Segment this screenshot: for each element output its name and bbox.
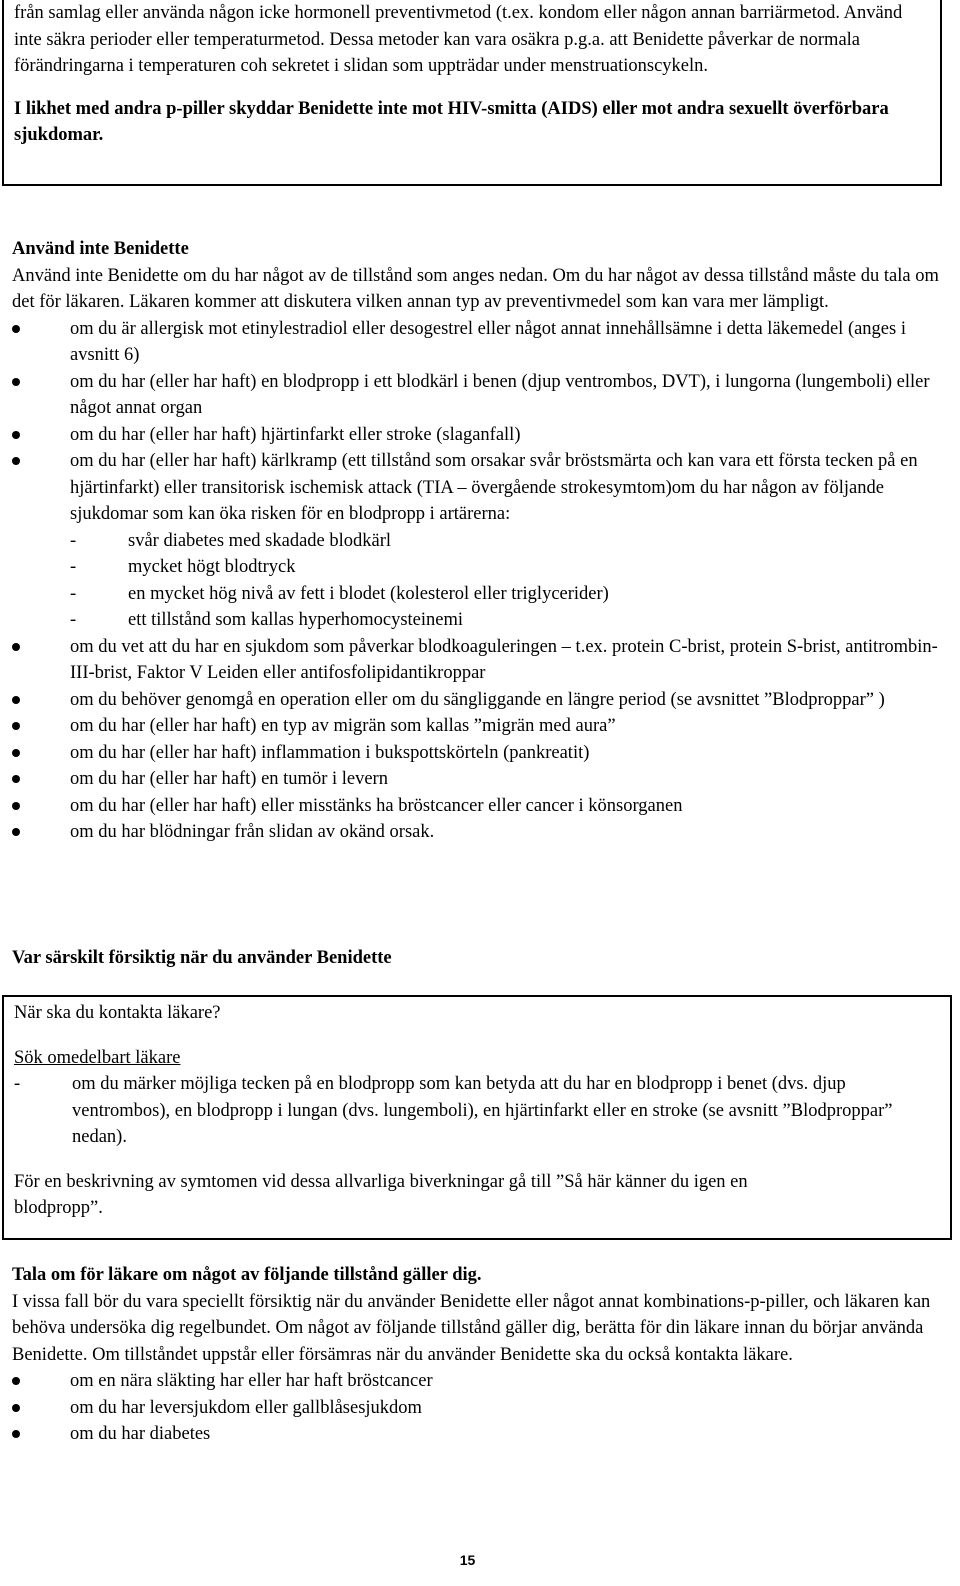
sublist-item: - en mycket hög nivå av fett i blodet (kolesterol eller triglycerider) [70,581,947,608]
list-item: om du har (eller har haft) en blodpropp i ett blodkärl i benen (djup ventrombos, DVT), i lungorna (lungemboli) eller något annat organ [12,369,947,422]
urgent-heading: Sök omedelbart läkare [14,1047,181,1068]
list-item: om du har (eller har haft) en typ av migrän som kallas ”migrän med aura” [12,713,947,740]
tell-doctor-section [12,1262,947,1448]
list-item: om du har (eller har haft) hjärtinfarkt eller stroke (slaganfall) [12,422,947,449]
page-number: 15 [459,1552,476,1568]
list-item: om du har blödningar från slidan av okänd orsak. [12,819,947,846]
contact-box [2,995,952,1240]
urgent-item: - om du märker möjliga tecken på en blodpropp som kan betyda att du har en blodpropp i benet (dvs. djup ventrombos), en blodpropp i lungan (dvs. lungemboli), en hjärtinfarkt eller en stroke (se avsnitt ”Blodproppar” nedan). [14,1071,940,1151]
list-item: om du har (eller har haft) en tumör i levern [12,766,947,793]
sublist-item: - mycket högt blodtryck [70,554,947,581]
sublist-item: - ett tillstånd som kallas hyperhomocysteinemi [70,607,947,634]
contraindications-heading: Använd inte Benidette [12,239,189,259]
contact-question: När ska du kontakta läkare? [14,1003,221,1023]
hiv-warning: I likhet med andra p-piller skyddar Benidette inte mot HIV-smitta (AIDS) eller mot andra sexuellt överförbara sjukdomar. [14,98,889,145]
list-item: om du behöver genomgå en operation eller om du sängliggande en längre period (se avsnittet ”Blodproppar” ) [12,687,947,714]
list-item: om du har (eller har haft) eller misstänks ha bröstcancer eller cancer i könsorganen [12,793,947,820]
artery-risk-sublist [70,528,947,634]
caution-heading: Var särskilt försiktig när du använder Benidette [12,948,392,968]
contraindications-section [12,236,947,846]
list-item: om du har (eller har haft) inflammation i bukspottskörteln (pankreatit) [12,740,947,767]
contraindications-list [12,316,947,846]
tell-doctor-list [12,1368,947,1448]
list-item: om du är allergisk mot etinylestradiol eller desogestrel eller något annat innehållsämne i detta läkemedel (anges i avsnitt 6) [12,316,947,369]
list-item: om du vet att du har en sjukdom som påverkar blodkoaguleringen – t.ex. protein C-brist, protein S-brist, antitrombin-III-brist, Faktor V Leiden eller antifosfolipidantikroppar [12,634,947,687]
contraindications-intro: Använd inte Benidette om du har något av de tillstånd som anges nedan. Om du har något av dessa tillstånd måste du tala om det för läkaren. Läkaren kommer att diskutera vilken annan typ av preventivmedel som kan vara mer lämpligt. [12,265,939,312]
list-item: om du har diabetes [12,1421,947,1448]
urgent-list [14,1071,940,1151]
sublist-item: - svår diabetes med skadade blodkärl [70,528,947,555]
list-item: om du har leversjukdom eller gallblåsesjukdom [12,1395,947,1422]
list-item: om en nära släkting har eller har haft bröstcancer [12,1368,947,1395]
intro-text: från samlag eller använda någon icke hormonell preventivmetod (t.ex. kondom eller någon annan barriärmetod. Använd inte säkra perioder eller temperaturmetod. Dessa metoder kan vara osäkra p.g.a. att Benidette påverkar de normala förändringarna i temperaturen coh sekretet i slidan som uppträdar under menstruationscykeln. [14,3,903,76]
list-item: om du har (eller har haft) kärlkramp (ett tillstånd som orsakar svår bröstsmärta och kan vara ett första tecken på en hjärtinfarkt) eller transitorisk ischemisk attack (TIA – övergående strokesymtom)om du har någon av följande sjukdomar som kan öka risken för en blodpropp i artärerna: - svår diabetes med skadade blodkärl - mycket högt blodtryck - en mycket hög nivå av fett i blodet (kolesterol eller triglycerider) - ett tillstånd som kallas hyperhomocysteinemi [12,448,947,634]
symptom-description: För en beskrivning av symtomen vid dessa allvarliga biverkningar gå till ”Så här känner du igen en blodpropp”. [14,1171,748,1218]
tell-doctor-intro: I vissa fall bör du vara speciellt försiktig när du använder Benidette eller något annat kombinations-p-piller, och läkaren kan behöva undersöka dig regelbundet. Om något av följande tillstånd gäller dig, berätta för din läkare innan du börjar använda Benidette. Om tillståndet uppstår eller försämras när du använder Benidette ska du också kontakta läkare. [12,1291,931,1365]
tell-doctor-heading: Tala om för läkare om något av följande tillstånd gäller dig. [12,1265,482,1285]
intro-box [2,0,942,186]
